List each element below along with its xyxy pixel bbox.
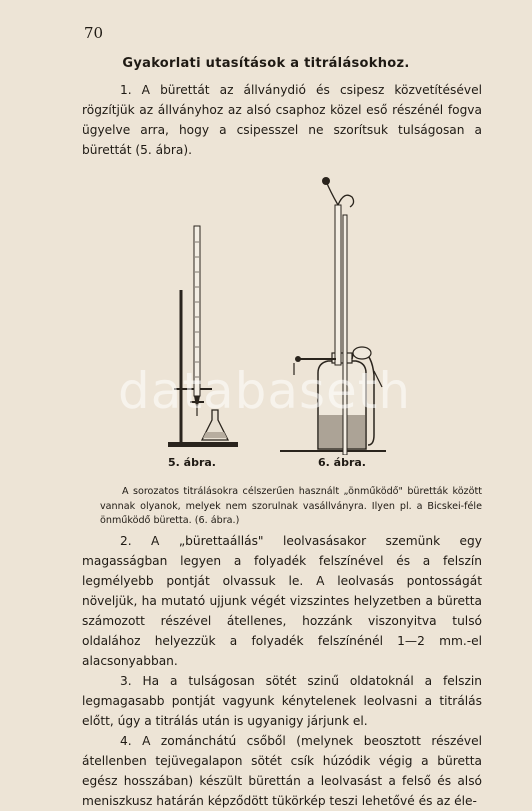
section-title: Gyakorlati utasítások a titrálásokhoz. bbox=[122, 56, 410, 71]
paragraph-3-text: 3. Ha a tulságosan sötét szinű oldatoknál a felszin legmagasabb pontját vagyunk kénytelenek leolvasni a titrálás előtt, úgy a titrálás után is ugyanigy járjunk el. bbox=[82, 674, 482, 728]
figure-note: A sorozatos titrálásokra célszerűen használt „önműködő" büretták között vannak olyanok, melyek nem szorulnak vasállványra. Ilyen pl. a Bicskei-féle önműködő büretta. (6. ábra.) bbox=[100, 486, 482, 526]
paragraph-2 bbox=[82, 531, 482, 811]
figure-6-caption: 6. ábra. bbox=[318, 456, 366, 469]
page-number: 70 bbox=[84, 24, 104, 42]
paragraph-1: 1. A bürettát az állványdió és csipesz közvetítésével rögzítjük az állványhoz az alsó csaphoz közel eső részénél fogva ügyelve arra, hogy a csipesszel ne szorítsuk tulságosan a bürettát (5. ábra). bbox=[82, 83, 482, 157]
figure-5-caption: 5. ábra. bbox=[168, 456, 216, 469]
paragraph-2-text: 2. A „bürettaállás" leolvasásakor szemünk egy magasságban legyen a folyadék felszínével és a felszín legmélyebb pontját olvassuk le. A leolvasás pontosságát növeljük, ha mutató ujjunk végét vizszintes helyzetben a büretta számozott részével átellenes, hozzánk viszonyitva tulsó oldalához helyezzük a folyadék felszínénél 1—2 mm.-el alacsonyabban. bbox=[82, 534, 482, 668]
watermark: databaseth bbox=[118, 362, 412, 420]
paragraph-4-text: 4. A zománchátú csőből (melynek beosztott részével átellenben tejüvegalapon sötét csík húzódik végig a büretta egész hosszában) készült bürettán a leolvasást a felső és alsó meniszkusz határán képződött tükörkép teszi lehetővé és az éle- bbox=[82, 734, 482, 808]
